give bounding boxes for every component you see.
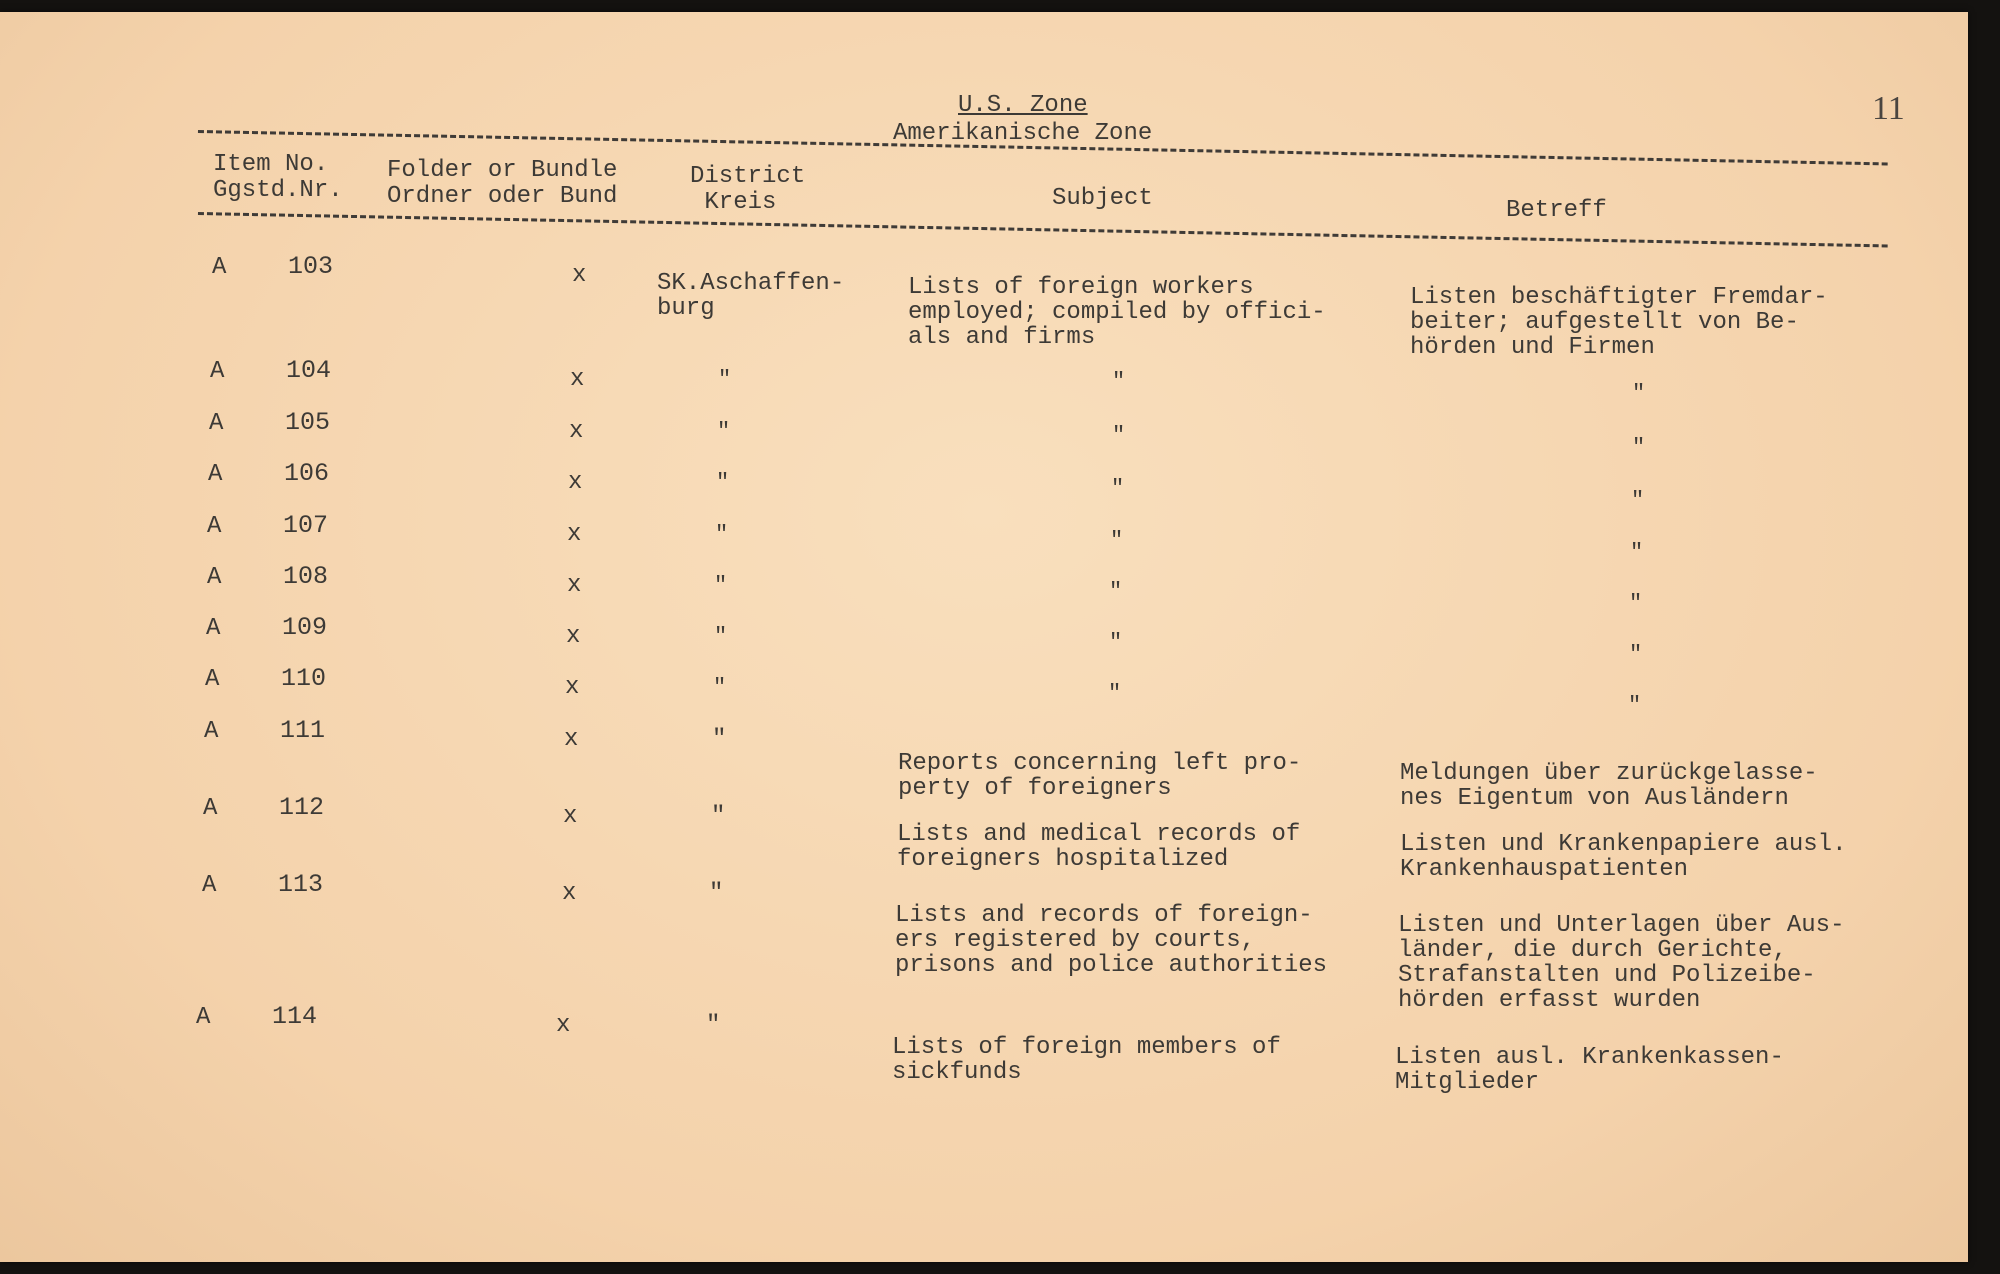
folder-mark: x xyxy=(564,726,579,753)
betreff-cell: " xyxy=(1631,488,1645,513)
district-cell: " xyxy=(715,522,729,547)
item-series: A xyxy=(210,358,225,385)
district-cell: " xyxy=(706,1012,721,1039)
betreff-cell: " xyxy=(1629,591,1643,616)
folder-mark: x xyxy=(556,1012,571,1039)
subject-cell: " xyxy=(1110,528,1124,553)
item-series: A xyxy=(203,795,218,822)
item-number: 110 xyxy=(281,664,327,693)
folder-mark: x xyxy=(566,623,581,650)
district-cell: " xyxy=(709,880,724,907)
header-bottom-rule xyxy=(198,212,1888,247)
item-number: 104 xyxy=(286,356,332,385)
item-series: A xyxy=(205,666,220,693)
betreff-cell: " xyxy=(1628,693,1642,718)
subject-cell: " xyxy=(1109,579,1123,604)
item-series: A xyxy=(204,718,219,745)
subject-cell: " xyxy=(1111,476,1125,501)
folder-mark: x xyxy=(572,262,587,289)
item-series: A xyxy=(212,254,227,281)
betreff-cell: Listen beschäftigter Fremdar- beiter; aufgestellt von Be- hörden und Firmen xyxy=(1410,284,1828,361)
subject-cell: Lists and records of foreign- ers registered by courts, prisons and police authorities xyxy=(895,902,1328,979)
document-page xyxy=(0,12,1968,1262)
item-series: A xyxy=(208,461,223,488)
subject-cell: Lists of foreign members of sickfunds xyxy=(892,1034,1281,1086)
betreff-cell: Listen und Krankenpapiere ausl. Krankenhauspatienten xyxy=(1400,831,1847,883)
district-cell: " xyxy=(714,624,728,649)
folder-mark: x xyxy=(567,572,582,599)
district-cell: " xyxy=(713,675,727,700)
column-header-subject: Subject xyxy=(1052,185,1153,212)
betreff-cell: " xyxy=(1632,435,1646,460)
betreff-cell: " xyxy=(1629,642,1643,667)
betreff-cell: " xyxy=(1632,381,1646,406)
district-cell: " xyxy=(718,367,732,392)
item-number: 108 xyxy=(283,562,329,591)
subject-cell: " xyxy=(1112,423,1126,448)
district-cell: " xyxy=(711,803,726,830)
item-series: A xyxy=(207,564,222,591)
item-series: A xyxy=(207,513,222,540)
column-header-folder: Folder or Bundle Ordner oder Bund xyxy=(387,157,618,210)
folder-mark: x xyxy=(568,469,583,496)
item-number: 106 xyxy=(284,459,330,488)
item-number: 113 xyxy=(278,870,324,899)
item-number: 112 xyxy=(279,793,325,822)
item-series: A xyxy=(206,615,221,642)
district-cell: " xyxy=(712,726,727,753)
betreff-cell: Listen ausl. Krankenkassen- Mitglieder xyxy=(1395,1044,1784,1096)
folder-mark: x xyxy=(570,366,585,393)
betreff-cell: Listen und Unterlagen über Aus- länder, die durch Gerichte, Strafanstalten und Polizeibe- hörden erfasst wurden xyxy=(1398,912,1845,1014)
item-series: A xyxy=(196,1004,211,1031)
folder-mark: x xyxy=(569,418,584,445)
subject-cell: " xyxy=(1112,369,1126,394)
folder-mark: x xyxy=(562,880,577,907)
subject-cell: " xyxy=(1109,630,1123,655)
column-header-betreff: Betreff xyxy=(1506,197,1607,224)
column-header-district: District Kreis xyxy=(690,163,806,216)
subject-cell: Reports concerning left pro- perty of foreigners xyxy=(898,750,1302,802)
subject-cell: " xyxy=(1108,681,1122,706)
folder-mark: x xyxy=(567,521,582,548)
folder-mark: x xyxy=(563,803,578,830)
item-number: 111 xyxy=(280,716,326,745)
page-number: 11 xyxy=(1872,90,1905,127)
betreff-cell: " xyxy=(1630,540,1644,565)
item-number: 114 xyxy=(272,1002,318,1031)
zone-title-german: Amerikanische Zone xyxy=(893,120,1153,147)
item-series: A xyxy=(209,410,224,437)
item-number: 109 xyxy=(282,613,328,642)
district-cell: SK.Aschaffen- burg xyxy=(657,270,845,322)
item-number: 103 xyxy=(288,252,334,281)
folder-mark: x xyxy=(565,674,580,701)
column-header-item: Item No. Ggstd.Nr. xyxy=(213,151,343,204)
item-series: A xyxy=(202,872,217,899)
zone-title-english: U.S. Zone xyxy=(958,92,1088,119)
district-cell: " xyxy=(717,419,731,444)
district-cell: " xyxy=(714,573,728,598)
subject-cell: Lists and medical records of foreigners hospitalized xyxy=(897,821,1301,873)
item-number: 105 xyxy=(285,408,331,437)
item-number: 107 xyxy=(283,511,329,540)
district-cell: " xyxy=(716,470,730,495)
betreff-cell: Meldungen über zurückgelasse- nes Eigentum von Ausländern xyxy=(1400,760,1818,812)
subject-cell: Lists of foreign workers employed; compiled by offici- als and firms xyxy=(908,274,1326,351)
